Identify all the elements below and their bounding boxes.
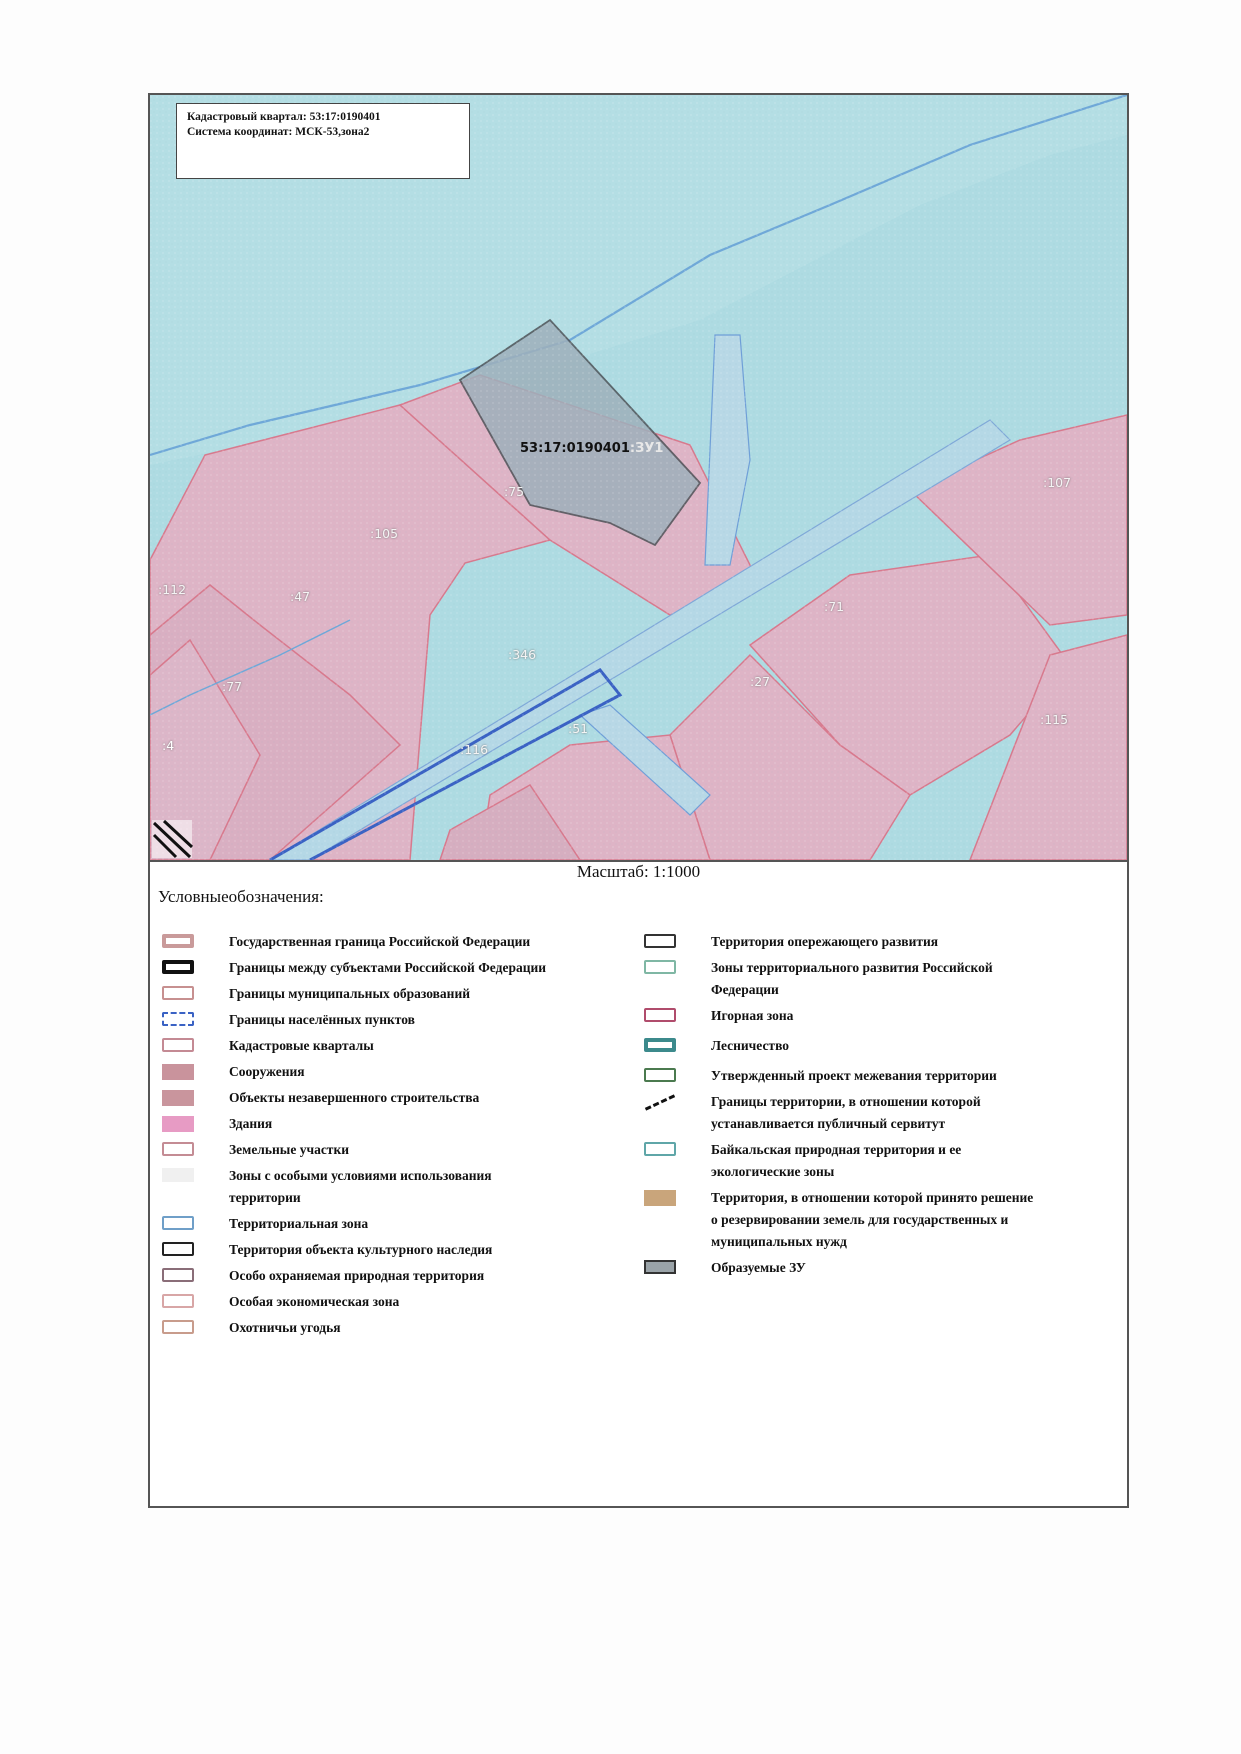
gambling-zone-icon [644,1008,676,1022]
legend-label: Зоны с особыми условиями использования территории [229,1168,492,1205]
legend-label: Лесничество [711,1038,790,1053]
parcel-suffix: :ЗУ1 [629,441,664,456]
legend-item-reserved-land [640,1187,1120,1253]
legend-label: Игорная зона [711,1008,794,1023]
legend-label: Территориальная зона [229,1216,369,1231]
state-border-icon [162,934,194,948]
legend-item-protected-area [158,1265,598,1287]
legend-title: Условныеобозначения: [158,887,324,906]
legend-item-survey-project [640,1065,1120,1087]
advanced-development-icon [644,934,676,948]
scale-caption: Масштаб: 1:1000 [576,862,701,881]
map-label: :77 [222,679,243,694]
development-zone-icon [644,960,676,974]
legend-item-forestry [640,1035,1120,1057]
legend-item-special-zone [158,1165,598,1209]
cadastral-map[interactable] [150,95,1127,862]
legend-item-territorial-zone [158,1213,598,1235]
parcel-number-label [520,441,663,456]
unfinished-icon [162,1090,194,1106]
legend-label: Границы населённых пунктов [229,1012,415,1027]
territorial-zone-icon [162,1216,194,1230]
scan-artifact [152,820,192,858]
legend-item-land-plot [158,1139,598,1161]
quarter-text: Кадастровый квартал: 53:17:0190401 [187,111,381,123]
forestry-icon [644,1038,676,1052]
map-label: :71 [824,599,845,614]
legend-label: Территория опережающего развития [711,934,939,949]
legend-item-settlement-border [158,1009,598,1031]
legend-item-easement [640,1091,1120,1135]
legend-left-column [158,931,598,1343]
legend-label: Объекты незавершенного строительства [229,1090,480,1105]
map-label: :112 [158,582,187,597]
settlement-border-icon [162,1012,194,1026]
special-zone-icon [162,1168,194,1182]
legend-label: Утвержденный проект межевания территории [711,1068,997,1083]
legend-item-advanced-development [640,931,1120,953]
legend-item-unfinished [158,1087,598,1109]
legend-label: Особо охраняемая природная территория [229,1268,485,1283]
map-label: :75 [504,484,525,499]
legend-label: Территория, в отношении которой принято решение о резервировании земель для государственных и муниципальных нужд [711,1190,1034,1249]
heritage-icon [162,1242,194,1256]
map-label: :346 [508,647,537,662]
legend-label: Государственная граница Российской Федерации [229,934,531,949]
legend-item-baikal [640,1139,1120,1183]
economic-zone-icon [162,1294,194,1308]
info-box [176,103,470,179]
legend-label: Границы территории, в отношении которой устанавливается публичный сервитут [711,1094,981,1131]
legend-label: Земельные участки [229,1142,349,1157]
map-label: :116 [460,742,489,757]
subject-border-icon [162,960,194,974]
map-label: :105 [370,526,399,541]
new-plot-icon [644,1260,676,1274]
legend-label: Границы муниципальных образований [229,986,471,1001]
legend-item-new-plot [640,1257,1120,1279]
legend-item-structure [158,1061,598,1083]
crs-text: Система координат: МСК-53,зона2 [187,126,370,138]
map-sheet [148,93,1129,1508]
map-canvas [150,95,1127,860]
legend-item-gambling-zone [640,1005,1120,1027]
map-label: :27 [750,674,771,689]
structure-icon [162,1064,194,1080]
map-label: :47 [290,589,311,604]
legend-label: Границы между субъектами Российской Федерации [229,960,547,975]
baikal-icon [644,1142,676,1156]
legend-right-column [640,931,1120,1283]
legend-item-quarter-border [158,1035,598,1057]
land-plot-icon [162,1142,194,1156]
legend-item-municipal-border [158,983,598,1005]
quarter-border-icon [162,1038,194,1052]
legend-label: Территория объекта культурного наследия [229,1242,493,1257]
building-icon [162,1116,194,1132]
legend-item-development-zone [640,957,1120,1001]
legend-label: Особая экономическая зона [229,1294,400,1309]
legend-item-state-border [158,931,598,953]
protected-area-icon [162,1268,194,1282]
map-label: :51 [568,721,589,736]
map-label: :4 [162,738,175,753]
legend-item-subject-border [158,957,598,979]
hunting-icon [162,1320,194,1334]
legend-item-building [158,1113,598,1135]
legend-label: Охотничьи угодья [229,1320,341,1335]
easement-icon [645,1094,675,1110]
municipal-border-icon [162,986,194,1000]
legend-item-heritage [158,1239,598,1261]
reserved-land-icon [644,1190,676,1206]
legend-label: Байкальская природная территория и ее экологические зоны [711,1142,962,1179]
legend-label: Кадастровые кварталы [229,1038,374,1053]
legend-label: Зоны территориального развития Российской Федерации [711,960,993,997]
legend-label: Образуемые ЗУ [711,1260,806,1275]
legend-item-economic-zone [158,1291,598,1313]
legend-label: Здания [229,1116,273,1131]
map-label: :107 [1043,475,1072,490]
survey-project-icon [644,1068,676,1082]
legend-item-hunting [158,1317,598,1339]
scan-noise [150,95,1127,860]
legend-label: Сооружения [229,1064,305,1079]
parcel-number: 53:17:0190401 [520,441,630,456]
map-label: :115 [1040,712,1069,727]
